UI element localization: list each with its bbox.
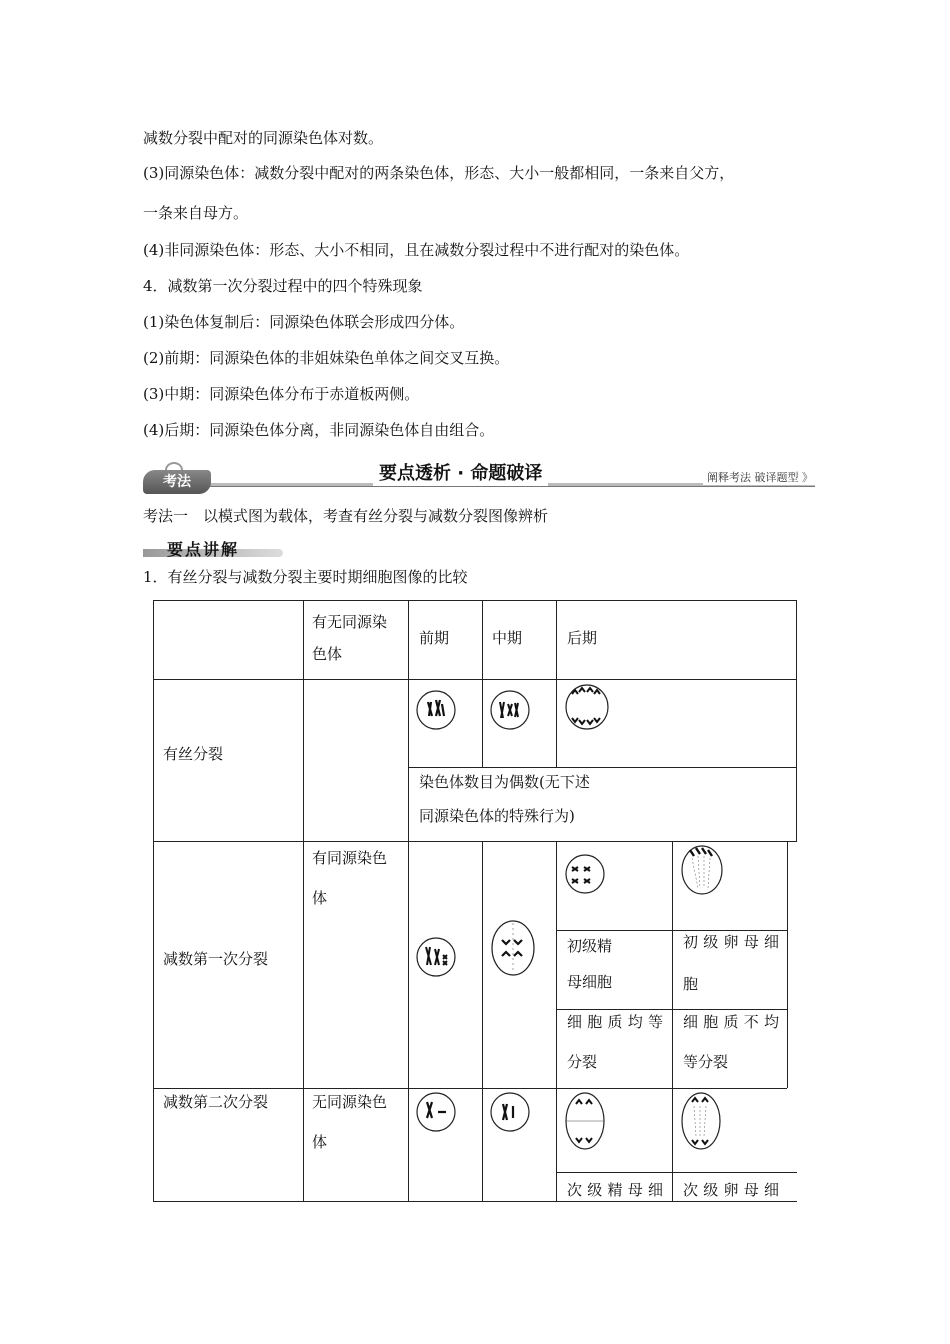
section-heading: 考法一 以模式图为载体，考查有丝分裂与减数分裂图像辨析 (143, 507, 549, 525)
meiosis2-homolog-1: 无同源染色 (312, 1093, 388, 1111)
paragraph-7: (2)前期：同源染色体的非姐妹染色单体之间交叉互换。 (143, 349, 510, 367)
header-metaphase: 中期 (492, 629, 523, 647)
paragraph-6: (1)染色体复制后：同源染色体联会形成四分体。 (143, 313, 465, 331)
primary-spermatocyte-2: 母细胞 (567, 973, 613, 991)
meiosis2-anaphase-egg-cell-icon (678, 1090, 724, 1152)
banner-title: 要点透析 · 命题破译 (373, 462, 548, 486)
table-rule-v6 (787, 841, 788, 1088)
paragraph-2: (3)同源染色体：减数分裂中配对的两条染色体，形态、大小一般都相同，一条来自父方， (143, 164, 735, 182)
subheading (143, 537, 283, 559)
table-border-left (153, 600, 154, 1202)
meiosis1-metaphase-cell-icon (488, 918, 538, 978)
primary-oocyte-1: 初级卵母细 (683, 933, 779, 951)
paragraph-9: (4)后期：同源染色体分离，非同源染色体自由组合。 (143, 421, 495, 439)
table-rule-v4a (556, 600, 557, 767)
header-homolog-2: 色体 (312, 645, 343, 663)
header-homolog-1: 有无同源染 (312, 613, 388, 631)
secondary-spermatocyte: 次级精母细 (567, 1181, 663, 1199)
meiosis1-prophase-cell-icon (414, 935, 458, 979)
meiosis2-homolog-2: 体 (312, 1133, 328, 1151)
mitosis-prophase-cell-icon (414, 688, 458, 732)
mitosis-note-1: 染色体数目为偶数(无下述 (419, 773, 590, 791)
paragraph-3: 一条来自母方。 (143, 204, 249, 222)
table-rule-v1 (303, 600, 304, 1202)
header-anaphase: 后期 (567, 629, 598, 647)
paragraph-1: 减数分裂中配对的同源染色体对数。 (143, 129, 384, 147)
row-label-meiosis-1: 减数第一次分裂 (163, 950, 269, 968)
table-caption: 1．有丝分裂与减数分裂主要时期细胞图像的比较 (143, 568, 468, 586)
mitosis-anaphase-cell-icon (562, 682, 612, 732)
equal-division-1: 细胞质均等 (567, 1013, 663, 1031)
meiosis1-homolog-1: 有同源染色 (312, 849, 388, 867)
meiosis2-anaphase-sperm-cell-icon (562, 1090, 608, 1152)
meiosis2-metaphase-cell-icon (488, 1090, 532, 1134)
section-banner (143, 462, 815, 496)
paragraph-4: (4)非同源染色体：形态、大小不相同，且在减数分裂过程中不进行配对的染色体。 (143, 241, 690, 259)
header-prophase: 前期 (419, 629, 450, 647)
table-rule-v4b (556, 841, 557, 1202)
subheading-text: 要点讲解 (167, 540, 240, 559)
table-rule-v2 (408, 600, 409, 1202)
primary-oocyte-2: 胞 (683, 975, 699, 993)
table-rule-v5 (672, 841, 673, 1202)
mitosis-metaphase-cell-icon (488, 688, 532, 732)
meiosis2-prophase-cell-icon (414, 1090, 458, 1134)
paragraph-5: 4．减数第一次分裂过程中的四个特殊现象 (143, 277, 423, 295)
secondary-oocyte: 次级卵母细 (683, 1181, 779, 1199)
table-rule-top (153, 600, 797, 601)
unequal-division-1: 细胞质不均 (683, 1013, 779, 1031)
mitosis-note-2: 同源染色体的特殊行为) (419, 807, 575, 825)
row-label-mitosis: 有丝分裂 (163, 745, 224, 763)
banner-badge: 考法 (143, 470, 211, 494)
unequal-division-2: 等分裂 (683, 1053, 729, 1071)
primary-spermatocyte-1: 初级精 (567, 937, 613, 955)
row-label-meiosis-2: 减数第二次分裂 (163, 1093, 269, 1111)
table-border-right (796, 600, 797, 841)
paragraph-8: (3)中期：同源染色体分布于赤道板两侧。 (143, 385, 420, 403)
table-rule-h1 (153, 679, 797, 680)
meiosis1-anaphase-sperm-cell-icon (562, 852, 608, 896)
table-rule-v3a (482, 600, 483, 767)
banner-right-text: 阐释考法 破译题型 》 (703, 469, 815, 485)
equal-division-2: 分裂 (567, 1053, 598, 1071)
table-rule-v3b (482, 841, 483, 1202)
meiosis1-homolog-2: 体 (312, 889, 328, 907)
meiosis1-anaphase-egg-cell-icon (678, 842, 726, 896)
